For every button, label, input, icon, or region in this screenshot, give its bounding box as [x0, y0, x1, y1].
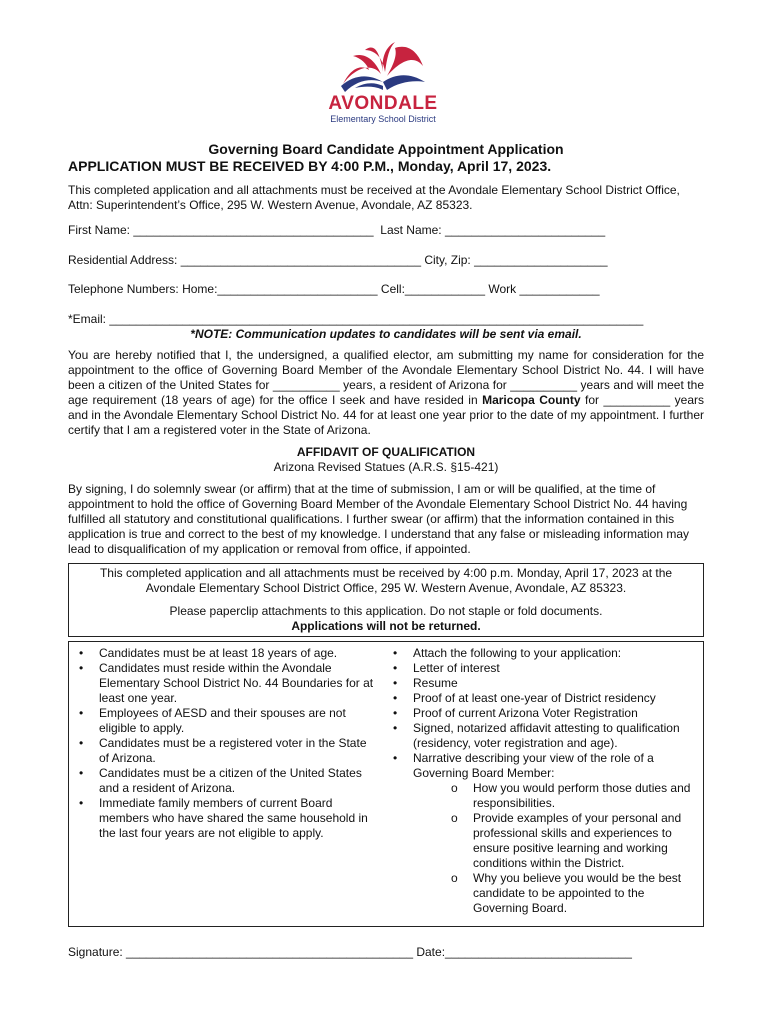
list-item: • Attach the following to your application:	[383, 646, 699, 661]
intro-paragraph: This completed application and all attachments must be received at the Avondale Elementary School District Office, Attn: Superintendent’s Office, 295 W. Western Avenue, Avondale, AZ 85323.	[68, 183, 680, 212]
list-item: • Narrative describing your view of the role of a Governing Board Member:	[383, 751, 699, 781]
list-item: • Resume	[383, 676, 699, 691]
notice-part1: You are hereby notified that I, the undersigned, a qualified elector, am submitting my name for consideration for the appointment to the office of Governing Board Member of the Avondale Elementary School District No. 44. I will have been a citizen of the United States for __________ years, a resident of Arizona for __________ years and will meet the age requirement (18 years of age) for the office I seek and have resided in	[68, 348, 704, 407]
email-field: *Email: ________________________________________________________________________________	[68, 312, 644, 326]
list-item: • Employees of AESD and their spouses are not eligible to apply.	[69, 706, 379, 736]
box-line1: This completed application and all attachments must be received by 4:00 p.m. Monday, April 17, 2023 at the	[99, 566, 673, 580]
requirements-box	[68, 641, 704, 927]
list-item: • Proof of current Arizona Voter Registration	[383, 706, 699, 721]
list-item: • Letter of interest	[383, 661, 699, 676]
district-logo	[308, 38, 458, 133]
box-line3: Please paperclip attachments to this application. Do not staple or fold documents.	[169, 604, 603, 618]
county-name: Maricopa County	[482, 393, 581, 407]
notice-part2: for __________ years and in the Avondale Elementary School District No. 44 for at least one year prior to the date of my appointment. I further certify that I am a registered voter in the State of Arizona.	[68, 393, 704, 437]
list-item: • Proof of at least one-year of District residency	[383, 691, 699, 706]
sub-list-item: o Provide examples of your personal and professional skills and experiences to ensure positive learning and working conditions within the District.	[383, 811, 699, 871]
list-item: • Candidates must be at least 18 years of age.	[69, 646, 379, 661]
sub-list-item: o How you would perform those duties and responsibilities.	[383, 781, 699, 811]
deadline-heading: APPLICATION MUST BE RECEIVED BY 4:00 P.M., Monday, April 17, 2023.	[68, 158, 552, 174]
list-item: • Signed, notarized affidavit attesting to qualification (residency, voter registration and age).	[383, 721, 699, 751]
book-logo-icon	[335, 38, 431, 94]
box-line4: Applications will not be returned.	[291, 619, 481, 633]
affidavit-statute: Arizona Revised Statues (A.R.S. §15-421)	[273, 460, 499, 474]
affidavit-heading: AFFIDAVIT OF QUALIFICATION	[296, 445, 476, 459]
list-item: • Candidates must reside within the Avondale Elementary School District No. 44 Boundaries for at least one year.	[69, 661, 379, 706]
signature-date-line: Signature: ___________________________________________ Date:____________________________	[68, 945, 632, 959]
sub-list-item: o Why you believe you would be the best candidate to be appointed to the Governing Board.	[383, 871, 699, 916]
requirements-column	[69, 646, 379, 841]
submission-box	[68, 563, 704, 637]
affidavit-body: By signing, I do solemnly swear (or affirm) that at the time of submission, I am or will be qualified, at the time of appointment to hold the office of Governing Board Member of the Avondale Elementary School District No. 44 having fulfilled all statutory and constitutional qualifications. I further swear (or affirm) that the information contained in this application is true and correct to the best of my knowledge. I understand that any false or misleading information may lead to disqualification of my application or removal from office, if appointed.	[68, 482, 689, 556]
attachments-column	[383, 646, 699, 916]
logo-name: AVONDALE	[328, 93, 438, 114]
box-line2: Avondale Elementary School District Office, 295 W. Western Avenue, Avondale, AZ 85323.	[145, 581, 627, 595]
address-fields: Residential Address: ____________________________________ City, Zip: ____________________	[68, 253, 608, 267]
notice-paragraph	[68, 348, 704, 438]
email-note: *NOTE: Communication updates to candidates will be sent via email.	[190, 327, 582, 341]
list-item: • Immediate family members of current Board members who have shared the same household in the last four years are not eligible to apply.	[69, 796, 379, 841]
name-fields: First Name: ____________________________________ Last Name: ________________________	[68, 223, 606, 237]
phone-fields: Telephone Numbers: Home:________________________ Cell:____________ Work ____________	[68, 282, 600, 296]
list-item: • Candidates must be a citizen of the United States and a resident of Arizona.	[69, 766, 379, 796]
list-item: • Candidates must be a registered voter in the State of Arizona.	[69, 736, 379, 766]
logo-subtitle: Elementary School District	[330, 114, 436, 124]
document-title: Governing Board Candidate Appointment Application	[208, 141, 564, 157]
